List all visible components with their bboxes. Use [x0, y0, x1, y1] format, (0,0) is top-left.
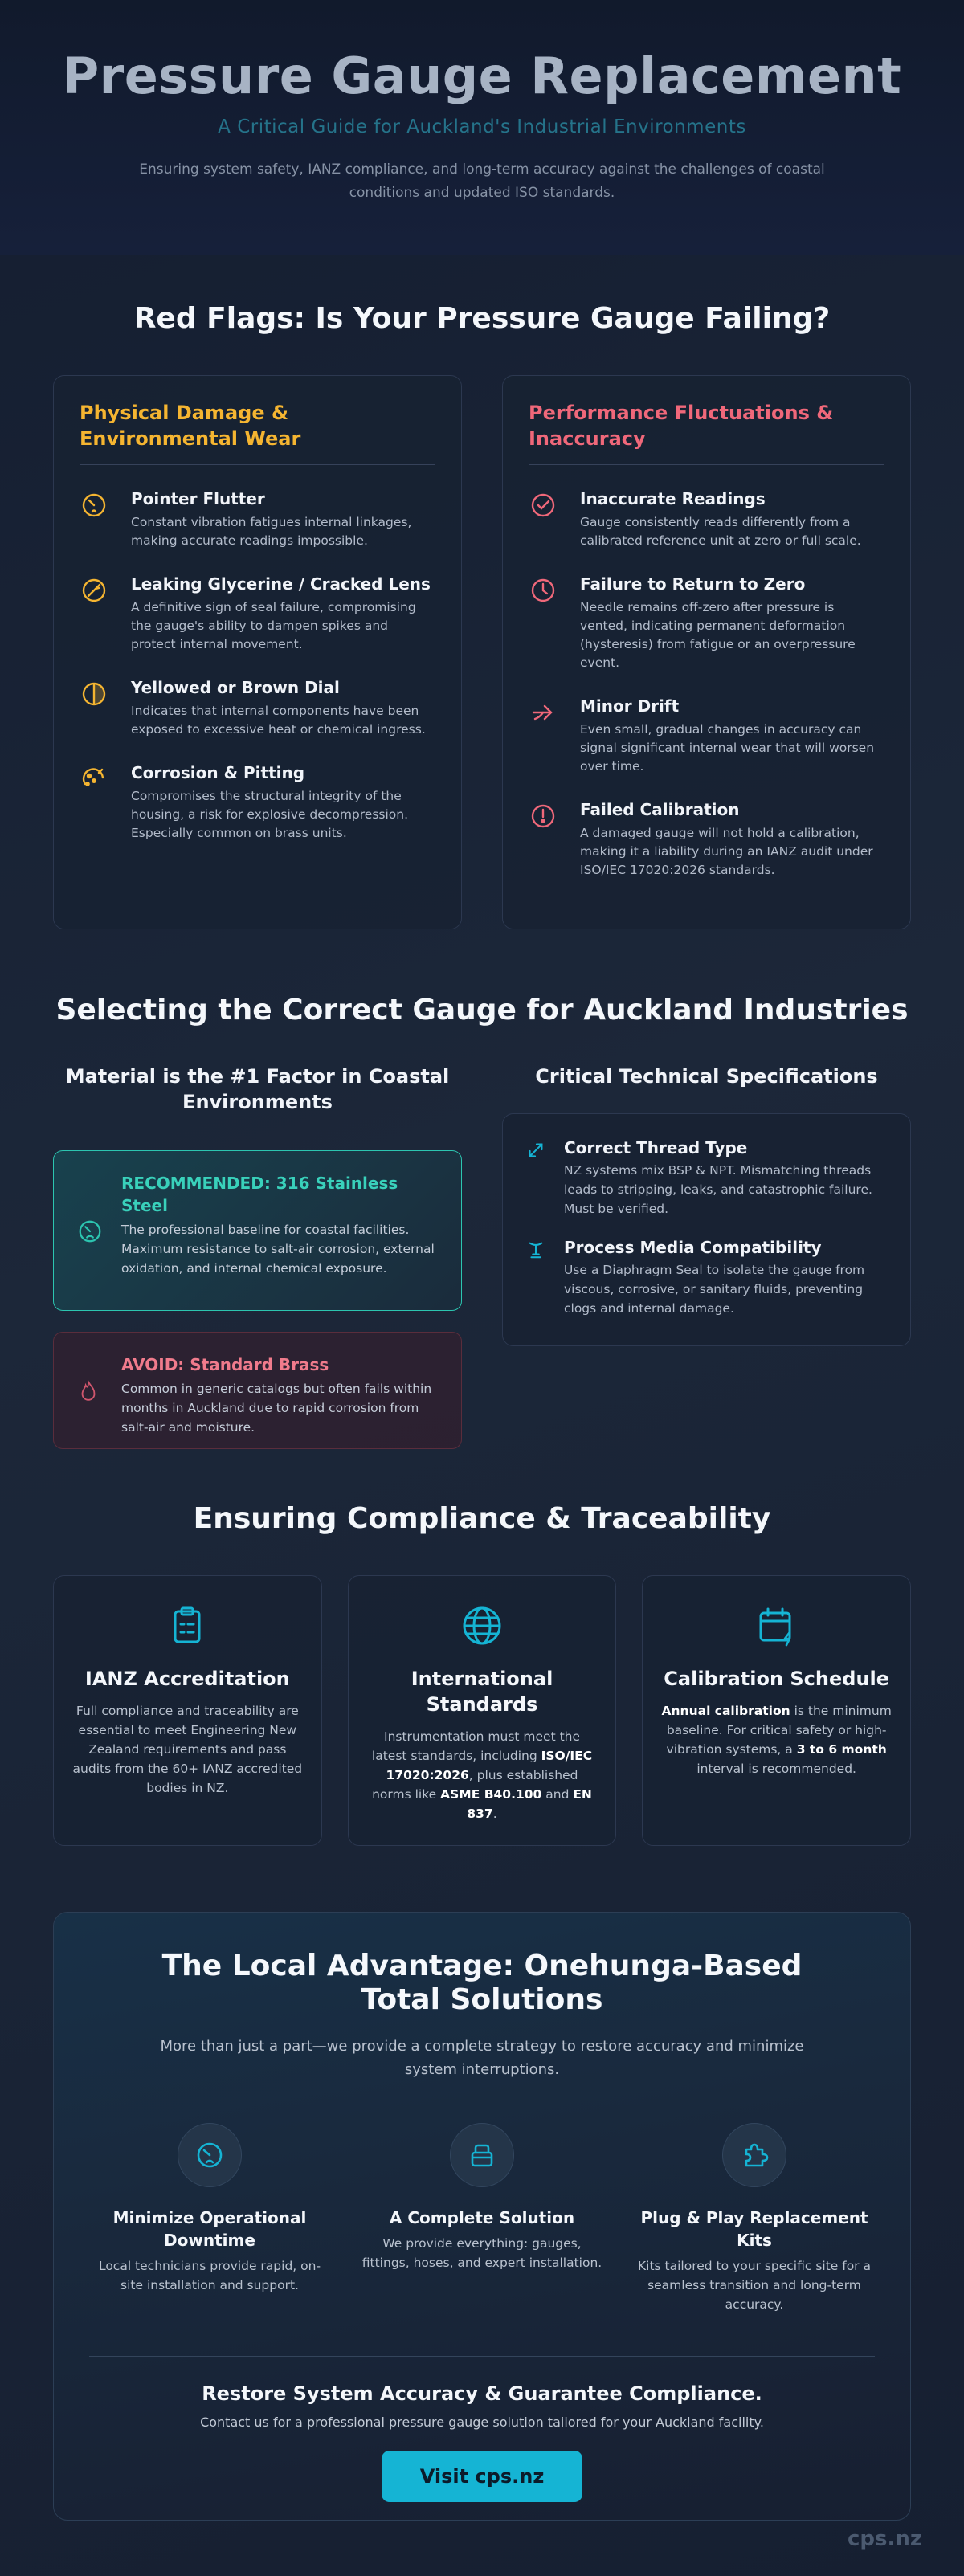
clipboard-icon: [71, 1603, 304, 1651]
avoid-desc: Common in generic catalogs but often fails within months in Auckland due to rapid corrosion from salt-air and moisture.: [121, 1382, 432, 1435]
page-header: [0, 0, 964, 255]
flag-title: Failure to Return to Zero: [580, 574, 806, 594]
flag-title: Minor Drift: [580, 696, 680, 716]
compliance-card-title: International Standards: [411, 1668, 553, 1716]
flag-title: Inaccurate Readings: [580, 489, 766, 508]
feature-desc: We provide everything: gauges, fittings, hoses, and expert installation.: [362, 2236, 602, 2270]
specs-card: [502, 1113, 911, 1346]
list-item: [525, 1238, 888, 1318]
cta-title: Restore System Accuracy & Guarantee Compliance.: [202, 2382, 762, 2405]
spec-title: Process Media Compatibility: [564, 1238, 822, 1257]
page-title: Pressure Gauge Replacement: [62, 47, 902, 105]
avoid-title: AVOID: Standard Brass: [121, 1355, 329, 1374]
advantage-subtitle: More than just a part—we provide a complete strategy to restore accuracy and minimize system interruptions.: [160, 2038, 804, 2078]
feature-downtime: [89, 2123, 330, 2314]
local-advantage-panel: [53, 1912, 911, 2521]
list-item: [80, 489, 435, 550]
list-item: [80, 678, 435, 739]
clock-icon: [529, 576, 561, 672]
divider: [89, 2356, 875, 2357]
box-icon: [450, 2123, 514, 2187]
footer-brand: cps.nz: [847, 2527, 922, 2551]
flag-desc: Constant vibration fatigues internal linkages, making accurate readings impossible.: [131, 515, 412, 548]
list-item: [525, 1138, 888, 1219]
gauge-icon: [178, 2123, 242, 2187]
list-item: [529, 489, 884, 550]
compliance-card-title: Calibration Schedule: [664, 1668, 890, 1690]
feature-title: A Complete Solution: [389, 2208, 575, 2227]
puzzle-icon: [722, 2123, 786, 2187]
flag-title: Leaking Glycerine / Cracked Lens: [131, 574, 431, 594]
flag-title: Pointer Flutter: [131, 489, 265, 508]
flag-desc: Indicates that internal components have been exposed to excessive heat or chemical ingress.: [131, 704, 426, 737]
cta-subtitle: Contact us for a professional pressure gauge solution tailored for your Auckland facility.: [200, 2415, 764, 2430]
recommended-title: RECOMMENDED: 316 Stainless Steel: [121, 1174, 398, 1215]
recommended-material-card: [53, 1150, 462, 1311]
half-circle-icon: [80, 680, 112, 739]
compliance-title: Ensuring Compliance & Traceability: [193, 1502, 771, 1535]
red-flags-title: Red Flags: Is Your Pressure Gauge Failing?: [133, 302, 831, 335]
page-subtitle: A Critical Guide for Auckland's Industrial Environments: [218, 116, 746, 137]
feature-title: Minimize Operational Downtime: [112, 2208, 307, 2250]
flag-desc: A damaged gauge will not hold a calibration, making it a liability during an IANZ audit under ISO/IEC 17020:2026 standards.: [580, 826, 873, 877]
flag-desc: Gauge consistently reads differently from a calibrated reference unit at zero or full scale.: [580, 515, 861, 548]
gauge-icon: [80, 491, 112, 550]
physical-damage-card: [53, 375, 462, 929]
feature-desc: Local technicians provide rapid, on-site installation and support.: [98, 2259, 321, 2292]
physical-damage-title: Physical Damage & Environmental Wear: [80, 400, 435, 465]
compliance-card-desc: Full compliance and traceability are essential to meet Engineering New Zealand requirements and pass audits from the 60+ IANZ accredited bodies in NZ.: [72, 1704, 303, 1795]
standards-card: [348, 1575, 617, 1846]
material-column: [53, 1063, 462, 1449]
visit-site-button[interactable]: Visit cps.nz: [382, 2451, 582, 2502]
compliance-section: [0, 1502, 964, 1846]
spec-desc: NZ systems mix BSP & NPT. Mismatching threads leads to stripping, leaks, and catastrophic failure. Must be verified.: [564, 1163, 872, 1216]
list-item: [80, 574, 435, 654]
material-title: Material is the #1 Factor in Coastal Environments: [65, 1065, 450, 1113]
flag-title: Corrosion & Pitting: [131, 763, 305, 782]
flag-desc: Even small, gradual changes in accuracy can signal significant internal wear that will worsen over time.: [580, 722, 875, 774]
spec-desc: Use a Diaphragm Seal to isolate the gauge from viscous, corrosive, or sanitary fluids, preventing clogs and internal damage.: [564, 1263, 865, 1316]
performance-title: Performance Fluctuations & Inaccuracy: [529, 400, 884, 465]
drift-arrow-icon: [529, 698, 561, 776]
list-item: [80, 763, 435, 843]
compliance-card-title: IANZ Accreditation: [84, 1668, 290, 1690]
selecting-section: [0, 994, 964, 1449]
thread-arrows-icon: [525, 1138, 551, 1219]
red-flags-section: [0, 302, 964, 929]
flag-title: Failed Calibration: [580, 800, 740, 819]
compliance-card-desc: Instrumentation must meet the latest standards, including ISO/IEC 17020:2026, plus established norms like ASME B40.100 and EN 837.: [371, 1729, 593, 1821]
compliance-card-desc: Annual calibration is the minimum baseline. For critical safety or high-vibration systems, a 3 to 6 month interval is recommended.: [661, 1704, 892, 1776]
advantage-title: The Local Advantage: Onehunga-Based Total Solutions: [161, 1949, 803, 2016]
performance-card: [502, 375, 911, 929]
list-item: [529, 800, 884, 880]
diaphragm-icon: [525, 1238, 551, 1318]
list-item: [529, 696, 884, 776]
flag-desc: Needle remains off-zero after pressure is vented, indicating permanent deformation (hysteresis) from fatigue or an overpressure event.: [580, 600, 856, 670]
specs-title: Critical Technical Specifications: [535, 1065, 878, 1088]
selecting-title: Selecting the Correct Gauge for Auckland Industries: [55, 994, 909, 1027]
feature-desc: Kits tailored to your specific site for a seamless transition and long-term accuracy.: [638, 2259, 871, 2312]
list-item: [529, 574, 884, 672]
specs-column: [502, 1063, 911, 1449]
page-intro: Ensuring system safety, IANZ compliance, and long-term accuracy against the challenges of coastal conditions and updated ISO standards.: [139, 161, 825, 201]
feature-complete-solution: [362, 2123, 602, 2314]
globe-icon: [366, 1603, 598, 1651]
flag-desc: Compromises the structural integrity of the housing, a risk for explosive decompression. Especially common on brass units.: [131, 789, 409, 840]
target-check-icon: [529, 491, 561, 550]
gauge-icon: [76, 1172, 108, 1291]
ianz-card: [53, 1575, 322, 1846]
broken-gauge-icon: [80, 576, 112, 654]
corrosion-icon: [80, 765, 112, 843]
flag-title: Yellowed or Brown Dial: [131, 678, 340, 697]
feature-plug-play: [634, 2123, 875, 2314]
feature-title: Plug & Play Replacement Kits: [640, 2208, 868, 2250]
recommended-desc: The professional baseline for coastal facilities. Maximum resistance to salt-air corrosion, external oxidation, and internal chemical exposure.: [121, 1223, 435, 1276]
flame-icon: [76, 1353, 108, 1429]
alert-clock-icon: [529, 802, 561, 880]
flag-desc: A definitive sign of seal failure, compromising the gauge's ability to dampen spikes and protect internal movement.: [131, 600, 416, 651]
calibration-card: [642, 1575, 911, 1846]
spec-title: Correct Thread Type: [564, 1138, 748, 1157]
calendar-icon: [660, 1603, 893, 1651]
avoid-material-card: [53, 1332, 462, 1449]
